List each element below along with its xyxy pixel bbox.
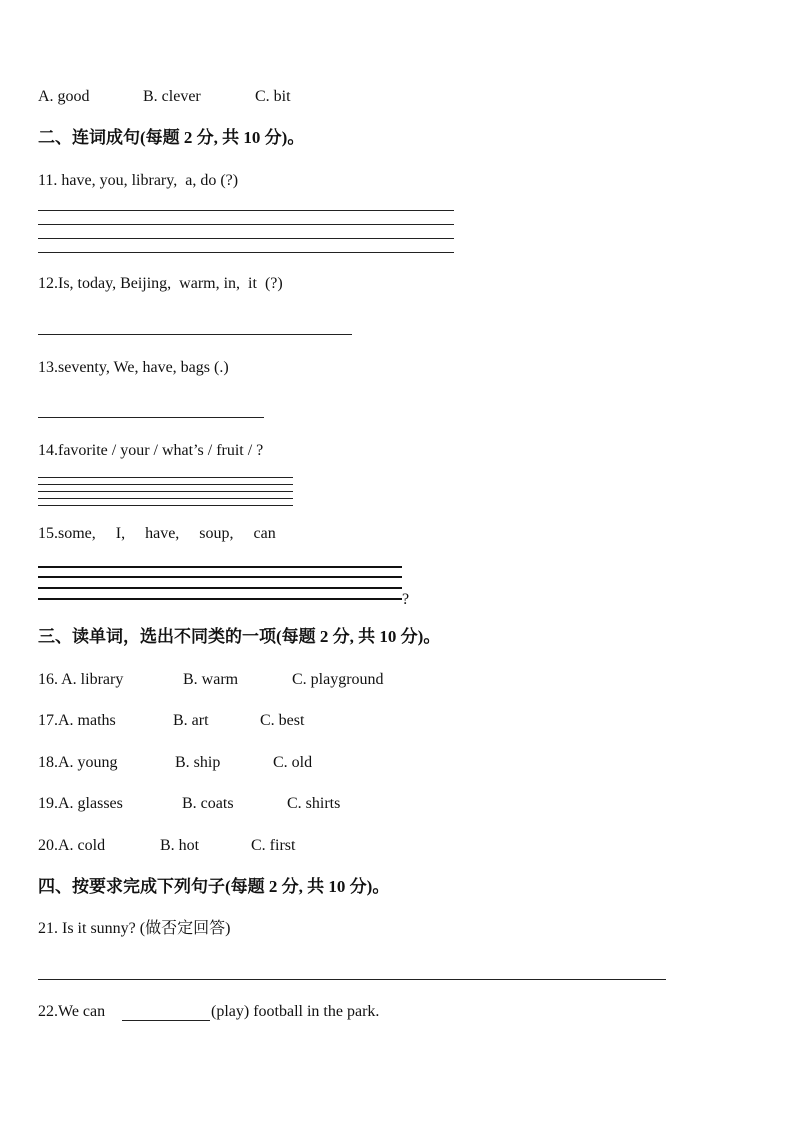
answer-line-12[interactable] bbox=[38, 334, 352, 335]
section-3-heading: 三、读单词，选出不同类的一项(每题 2 分, 共 10 分)。 bbox=[38, 627, 441, 646]
question-14: 14.favorite / your / what’s / fruit / ? bbox=[38, 442, 264, 459]
question-16-a: 16. A. library bbox=[38, 671, 124, 688]
answer-line bbox=[38, 498, 293, 499]
answer-line-21[interactable] bbox=[38, 979, 666, 980]
question-16-b: B. warm bbox=[183, 671, 239, 688]
answer-line bbox=[38, 477, 293, 478]
answer-line bbox=[38, 505, 293, 506]
question-20-c: C. first bbox=[251, 837, 296, 854]
question-22-prefix: 22.We can bbox=[38, 1003, 106, 1020]
answer-line bbox=[38, 598, 402, 600]
answer-line bbox=[38, 238, 454, 239]
question-17-a: 17.A. maths bbox=[38, 712, 116, 729]
question-17-c: C. best bbox=[260, 712, 305, 729]
question-11: 11. have, you, library, a, do (?) bbox=[38, 172, 239, 189]
question-18-c: C. old bbox=[273, 754, 313, 771]
option-c-bit: C. bit bbox=[255, 88, 291, 105]
question-19-b: B. coats bbox=[182, 795, 234, 812]
answer-line bbox=[38, 210, 454, 211]
option-b-clever: B. clever bbox=[143, 88, 201, 105]
answer-line bbox=[38, 491, 293, 492]
answer-line-13[interactable] bbox=[38, 417, 264, 418]
question-12: 12.Is, today, Beijing, warm, in, it (?) bbox=[38, 275, 283, 292]
question-20-b: B. hot bbox=[160, 837, 200, 854]
question-17-b: B. art bbox=[173, 712, 209, 729]
answer-line bbox=[38, 224, 454, 225]
question-15-end-mark: ? bbox=[402, 591, 410, 608]
answer-line bbox=[38, 252, 454, 253]
question-22-suffix: (play) football in the park. bbox=[211, 1003, 380, 1020]
section-2-heading: 二、连词成句(每题 2 分, 共 10 分)。 bbox=[38, 128, 305, 147]
answer-line bbox=[38, 576, 402, 578]
question-15: 15.some, I, have, soup, can bbox=[38, 525, 276, 542]
answer-line bbox=[38, 587, 402, 589]
question-20-a: 20.A. cold bbox=[38, 837, 106, 854]
option-a-good: A. good bbox=[38, 88, 90, 105]
question-18-a: 18.A. young bbox=[38, 754, 118, 771]
section-4-heading: 四、按要求完成下列句子(每题 2 分, 共 10 分)。 bbox=[38, 877, 390, 896]
question-18-b: B. ship bbox=[175, 754, 221, 771]
answer-line bbox=[38, 566, 402, 568]
blank-22[interactable] bbox=[122, 1020, 210, 1021]
answer-line bbox=[38, 484, 293, 485]
question-19-c: C. shirts bbox=[287, 795, 341, 812]
question-19-a: 19.A. glasses bbox=[38, 795, 123, 812]
question-13: 13.seventy, We, have, bags (.) bbox=[38, 359, 229, 376]
question-16-c: C. playground bbox=[292, 671, 384, 688]
question-21: 21. Is it sunny? (做否定回答) bbox=[38, 920, 231, 937]
